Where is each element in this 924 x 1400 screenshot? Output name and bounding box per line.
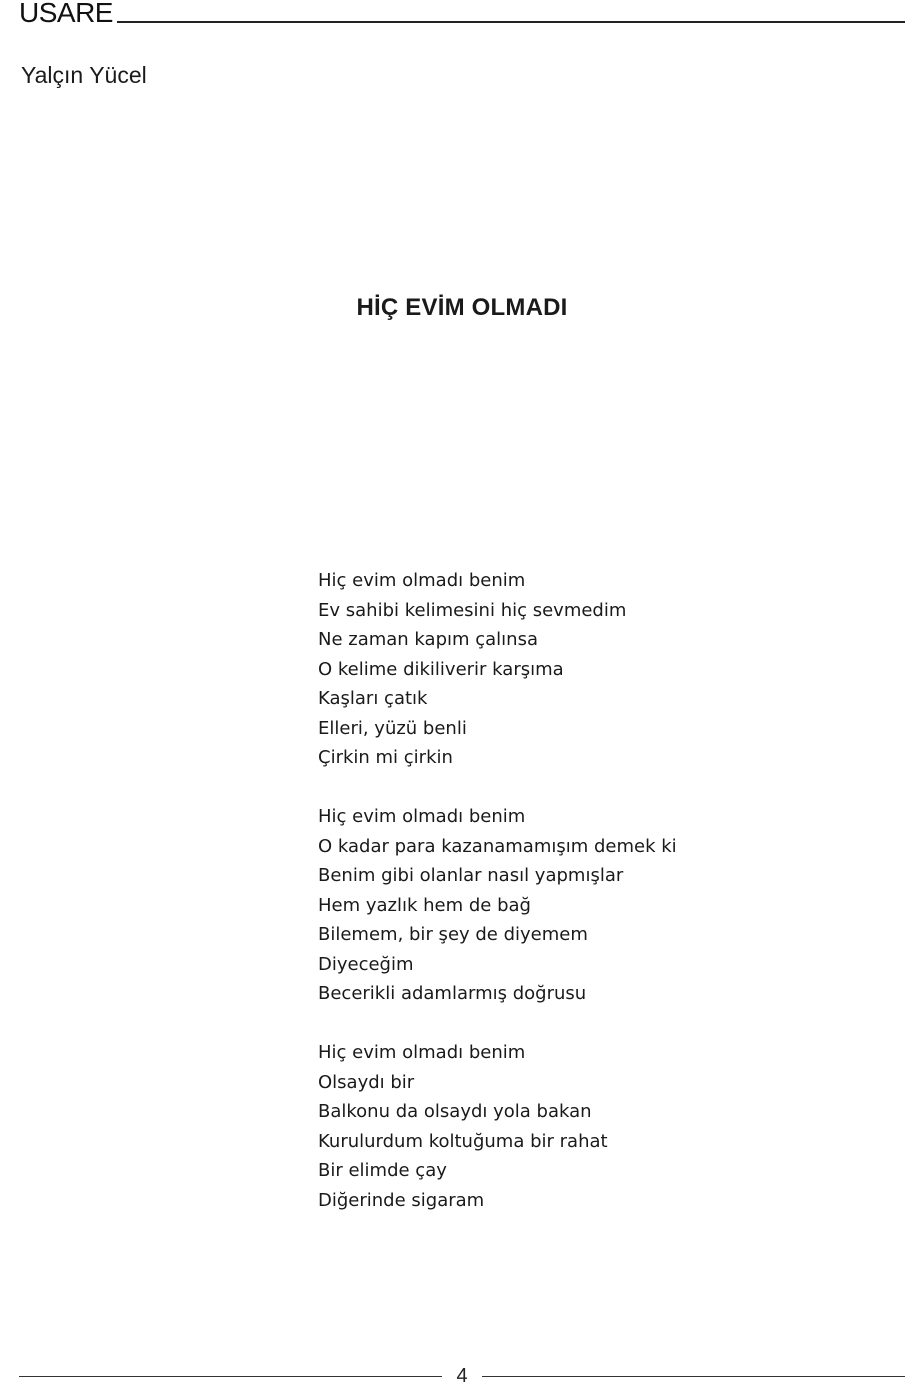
poem-line: Bir elimde çay xyxy=(318,1160,447,1181)
poem-line: Balkonu da olsaydı yola bakan xyxy=(318,1101,592,1122)
page-number: 4 xyxy=(456,1364,468,1387)
poem-line: Becerikli adamlarmış doğrusu xyxy=(318,983,587,1004)
stanza xyxy=(318,1038,677,1215)
footer-rule-left xyxy=(19,1376,442,1377)
poem-title: HİÇ EVİM OLMADI xyxy=(356,294,568,321)
page-header xyxy=(19,0,905,26)
poem-line: Diğerinde sigaram xyxy=(318,1189,485,1211)
poem-body xyxy=(318,566,677,1215)
poem-line: Kurulurdum koltuğuma bir rahat xyxy=(318,1130,608,1152)
page-footer xyxy=(19,1362,905,1390)
poem-line: Olsaydı bir xyxy=(318,1071,415,1093)
footer-rule-right xyxy=(482,1376,905,1377)
poem-line: Hiç evim olmadı benim xyxy=(318,806,526,827)
stanza xyxy=(318,802,677,1009)
poem-line: Çirkin mi çirkin xyxy=(318,747,453,768)
poem-line: Ev sahibi kelimesini hiç sevmedim xyxy=(318,599,627,621)
poem-line: Benim gibi olanlar nasıl yapmışlar xyxy=(318,865,624,886)
poem-line: Hiç evim olmadı benim xyxy=(318,1042,526,1063)
poem-line: O kadar para kazanamamışım demek ki xyxy=(318,835,677,857)
poem-line: O kelime dikiliverir karşıma xyxy=(318,658,564,680)
poem-line: Hiç evim olmadı benim xyxy=(318,570,526,591)
stanza xyxy=(318,566,677,773)
author-name: Yalçın Yücel xyxy=(21,62,147,88)
poem-line: Hem yazlık hem de bağ xyxy=(318,894,531,916)
poem-line: Ne zaman kapım çalınsa xyxy=(318,629,538,650)
header-rule xyxy=(117,21,905,23)
poem-line: Diyeceğim xyxy=(318,953,414,975)
poem-line: Elleri, yüzü benli xyxy=(318,717,467,739)
magazine-title: USARE xyxy=(19,0,113,28)
poem-line: Bilemem, bir şey de diyemem xyxy=(318,924,588,945)
poem-line: Kaşları çatık xyxy=(318,688,428,709)
